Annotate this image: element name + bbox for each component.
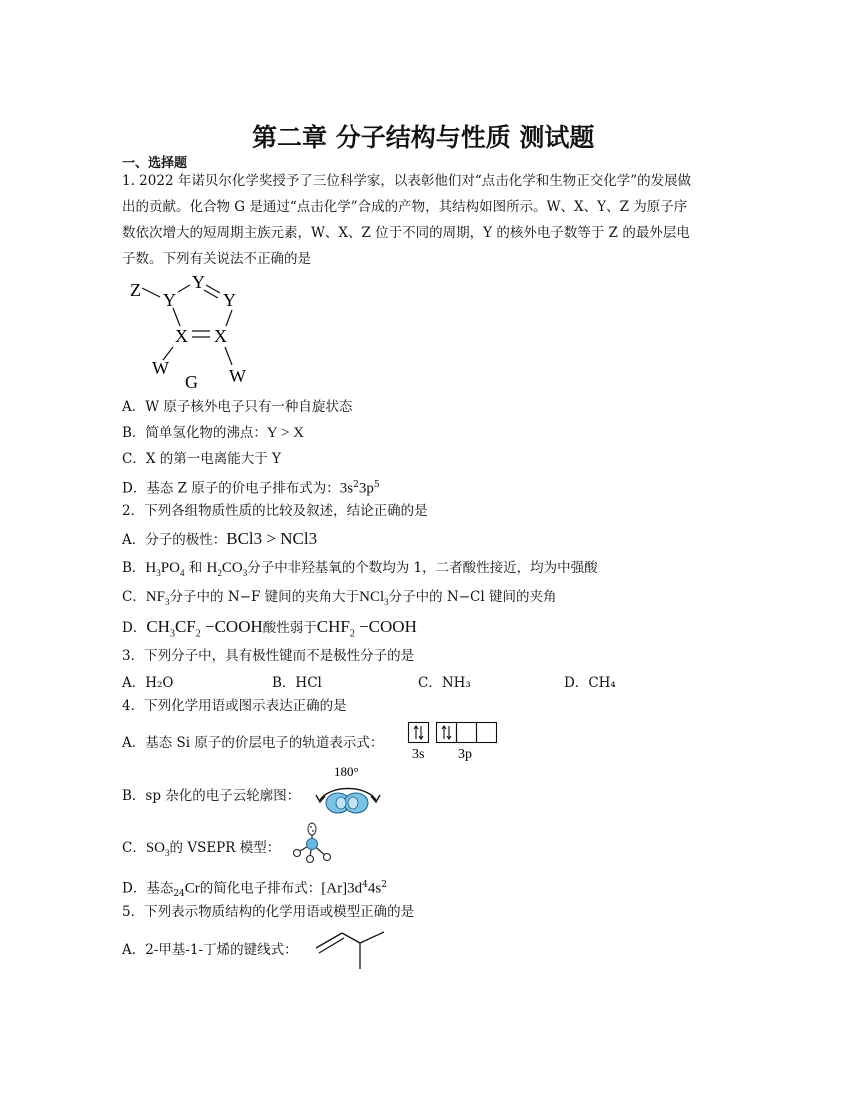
q2-option-c-text-1: 分子中的 N−F 键间的夹角大于 bbox=[169, 589, 360, 605]
orbital-box-3s bbox=[409, 723, 429, 743]
label-3p: 3p bbox=[458, 747, 472, 762]
q3-option-d: D．CH₄ bbox=[564, 675, 616, 691]
q2-option-a-label: A．分子的极性： bbox=[122, 532, 227, 548]
orbital-box-3p-3 bbox=[477, 723, 497, 743]
page-title: 第二章 分子结构与性质 测试题 bbox=[252, 123, 595, 152]
q1-option-b bbox=[122, 420, 304, 446]
q1-line-4: 子数。下列有关说法不正确的是 bbox=[122, 251, 311, 267]
q4-option-c: C．$SO_3$的 VSEPR 模型： bbox=[122, 840, 281, 858]
q1-line-2: 出的贡献。化合物 G 是通过“点击化学”合成的产物，其结构如图所示。W、X、Y、Z 为原子序 bbox=[122, 199, 688, 215]
q1-option-d-3s: 3s bbox=[339, 480, 354, 497]
q4-option-b: B．sp 杂化的电子云轮廓图： bbox=[122, 788, 301, 804]
q4-option-d-sup1: 4 bbox=[362, 880, 368, 890]
q3-option-c: C．NH₃ bbox=[418, 675, 471, 691]
section-heading: 一、选择题 bbox=[122, 156, 188, 171]
q4-option-d: D．基态$_{24}$Cr的简化电子排布式：$[Ar]3d^44s^2$ bbox=[122, 880, 387, 900]
q2-option-c-text-2: 分子中的 N−Cl 键间的夹角 bbox=[388, 589, 557, 605]
so3-vsepr-model bbox=[288, 822, 336, 864]
compound-label: G bbox=[185, 372, 198, 392]
atom-z: Z bbox=[130, 280, 141, 300]
q4-option-d-sup2: 2 bbox=[381, 880, 387, 890]
orbital-box-3p-2 bbox=[457, 723, 477, 743]
q4-option-d-4s: 4s bbox=[367, 880, 382, 897]
q4-option-a: A．基态 Si 原子的价层电子的轨道表示式： bbox=[122, 735, 384, 751]
q2-option-a-formula: BCl3 > NCl3 bbox=[226, 529, 318, 548]
q4-option-d-label: D．基态 bbox=[122, 880, 174, 897]
si-orbital-diagram bbox=[406, 720, 498, 764]
q1-option-c: C．X 的第一电离能大于 Y bbox=[122, 451, 281, 467]
q1-line-3: 数依次增大的短周期主族元素，W、X、Z 位于不同的周期，Y 的核外电子数等于 Z 的最外层电 bbox=[122, 225, 690, 241]
q2-option-d: D．$CH_3CF_2$ −COOH酸性弱于$CHF_2$ −COOH bbox=[122, 617, 417, 640]
q1-option-d-sup1: 2 bbox=[353, 480, 359, 490]
bond-y-x bbox=[173, 308, 180, 326]
bond-y-y bbox=[178, 285, 190, 292]
angle-label: 180° bbox=[334, 764, 359, 779]
q1-line-1: 1. 2022 年诺贝尔化学奖授予了三位科学家，以表彰他们对“点击化学和生物正交化学”的发展做 bbox=[122, 173, 692, 189]
q2-option-b: B．$H_3PO_4$ 和 $H_2CO_3$分子中非羟基氧的个数均为 1，二者酸性接近，均为中强酸 bbox=[122, 560, 598, 578]
q2-option-d-text: 酸性弱于 bbox=[262, 620, 317, 636]
q3-option-b: B．HCl bbox=[272, 675, 322, 691]
q5-option-a: A．2-甲基-1-丁烯的键线式： bbox=[122, 942, 298, 958]
q2-option-b-text: 分子中非羟基氧的个数均为 1，二者酸性接近，均为中强酸 bbox=[247, 560, 598, 576]
q5-stem: 5．下列表示物质结构的化学用语或模型正确的是 bbox=[122, 904, 415, 920]
q3-option-a: A．H₂O bbox=[122, 675, 174, 691]
q1-option-a: A．W 原子核外电子只有一种自旋状态 bbox=[122, 399, 353, 415]
q4-stem: 4．下列化学用语或图示表达正确的是 bbox=[122, 698, 347, 714]
atom-w-1: W bbox=[152, 358, 169, 378]
central-atom bbox=[307, 839, 318, 850]
atom-w-2: W bbox=[229, 366, 246, 386]
q2-option-a bbox=[122, 526, 317, 553]
q4-option-c-text: 的 VSEPR 模型： bbox=[169, 840, 281, 856]
atom-y-2: Y bbox=[192, 272, 205, 292]
orbital-box-3p-1 bbox=[437, 723, 457, 743]
atom-y-1: Y bbox=[163, 290, 176, 310]
q1-option-b-formula: Y > X bbox=[266, 425, 304, 441]
sp-orbital-picture bbox=[312, 762, 386, 818]
bond-x-w-2 bbox=[225, 347, 232, 365]
label-3s: 3s bbox=[412, 747, 425, 762]
skeletal-formula bbox=[312, 926, 390, 974]
q3-stem: 3．下列分子中，具有极性键而不是极性分子的是 bbox=[122, 648, 415, 664]
bond-z-y bbox=[142, 288, 160, 297]
q2-option-c: C．$NF_3$分子中的 N−F 键间的夹角大于NCl$_3$分子中的 N−Cl 键间的夹角 bbox=[122, 589, 557, 607]
atom-x-2: X bbox=[214, 326, 227, 346]
q1-option-d-3p: 3p bbox=[358, 480, 374, 497]
q1-option-d-label: D．基态 Z 原子的价电子排布式为： bbox=[122, 480, 340, 497]
q4-option-d-text: 的简化电子排布式： bbox=[199, 880, 322, 897]
bond-y-x-2 bbox=[226, 310, 232, 326]
q1-option-d-sup2: 5 bbox=[373, 480, 380, 490]
atom-y-3: Y bbox=[223, 290, 236, 310]
compound-g-structure bbox=[122, 268, 262, 393]
q4-option-d-config: [Ar]3d bbox=[321, 880, 363, 897]
q1-option-b-label: B．简单氢化物的沸点： bbox=[122, 425, 267, 441]
atom-x-1: X bbox=[175, 326, 188, 346]
q2-stem: 2．下列各组物质性质的比较及叙述，结论正确的是 bbox=[122, 503, 428, 519]
